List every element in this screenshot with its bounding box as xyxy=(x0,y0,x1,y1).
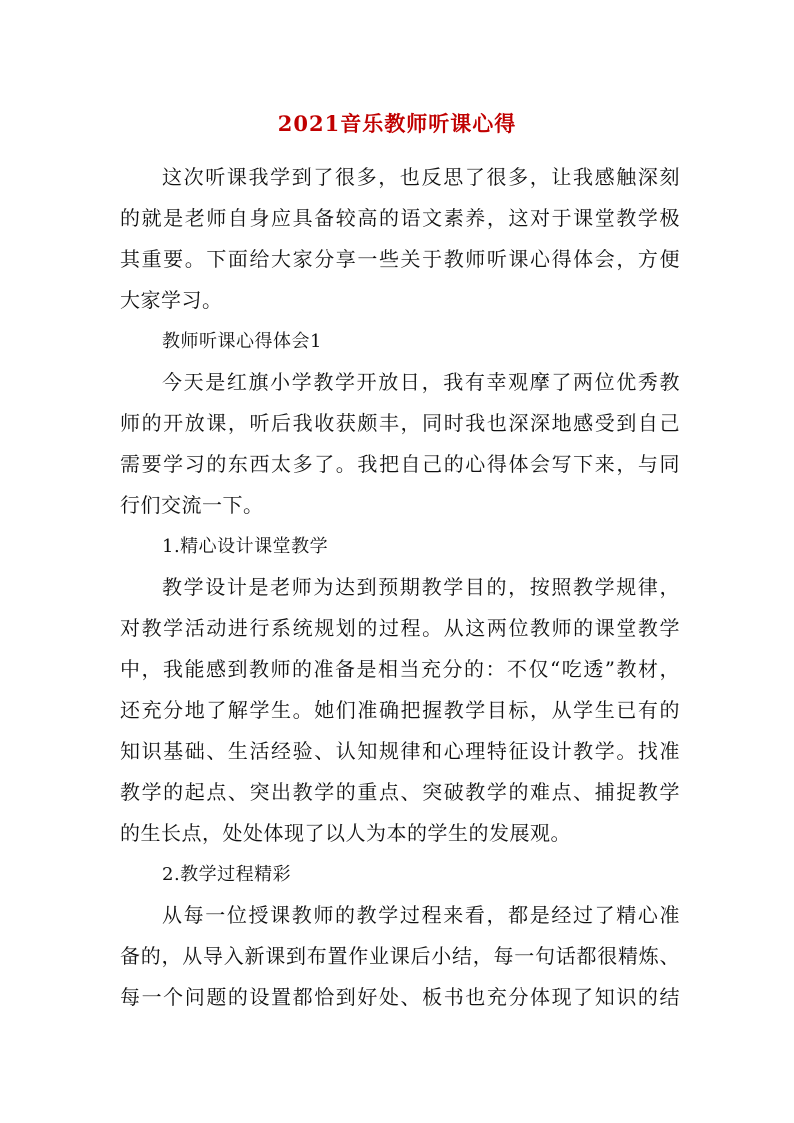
paragraph-line: 知识基础、生活经验、认知规律和心理特征设计教学。找准 xyxy=(120,739,680,763)
section-heading: 教师听课心得体会1 xyxy=(162,331,322,352)
paragraph-line: 师的开放课，听后我收获颇丰，同时我也深深地感受到自己 xyxy=(120,411,680,435)
paragraph-line: 备的，从导入新课到布置作业课后小结，每一句话都很精炼、 xyxy=(120,944,680,968)
paragraph-line: 教学的起点、突出教学的重点、突破教学的难点、捕捉教学 xyxy=(120,780,680,804)
paragraph-line: 每一个问题的设置都恰到好处、板书也充分体现了知识的结 xyxy=(120,985,680,1009)
paragraph-line: 对教学活动进行系统规划的过程。从这两位教师的课堂教学 xyxy=(120,616,680,640)
paragraph-line: 中，我能感到教师的准备是相当充分的：不仅“吃透”教材， xyxy=(120,657,680,681)
paragraph-line: 其重要。下面给大家分享一些关于教师听课心得体会，方便 xyxy=(120,247,680,271)
paragraph-line: 行们交流一下。 xyxy=(120,493,264,517)
paragraph-line: 的生长点，处处体现了以人为本的学生的发展观。 xyxy=(120,821,571,845)
paragraph-line: 还充分地了解学生。她们准确把握教学目标，从学生已有的 xyxy=(120,698,680,722)
paragraph-line: 大家学习。 xyxy=(120,288,223,312)
paragraph-line: 今天是红旗小学教学开放日，我有幸观摩了两位优秀教 xyxy=(162,370,680,394)
paragraph-line: 从每一位授课教师的教学过程来看，都是经过了精心准 xyxy=(162,903,680,927)
paragraph-line: 需要学习的东西太多了。我把自己的心得体会写下来，与同 xyxy=(120,452,680,476)
paragraph-line: 的就是老师自身应具备较高的语文素养，这对于课堂教学极 xyxy=(120,206,680,230)
document-title: 2021音乐教师听课心得 xyxy=(277,111,517,136)
paragraph-line: 这次听课我学到了很多，也反思了很多，让我感触深刻 xyxy=(162,165,680,189)
section-heading: 2.教学过程精彩 xyxy=(162,864,292,885)
paragraph-line: 教学设计是老师为达到预期教学目的，按照教学规律， xyxy=(162,575,680,599)
section-heading: 1.精心设计课堂教学 xyxy=(162,536,329,557)
document-body xyxy=(120,157,680,1018)
